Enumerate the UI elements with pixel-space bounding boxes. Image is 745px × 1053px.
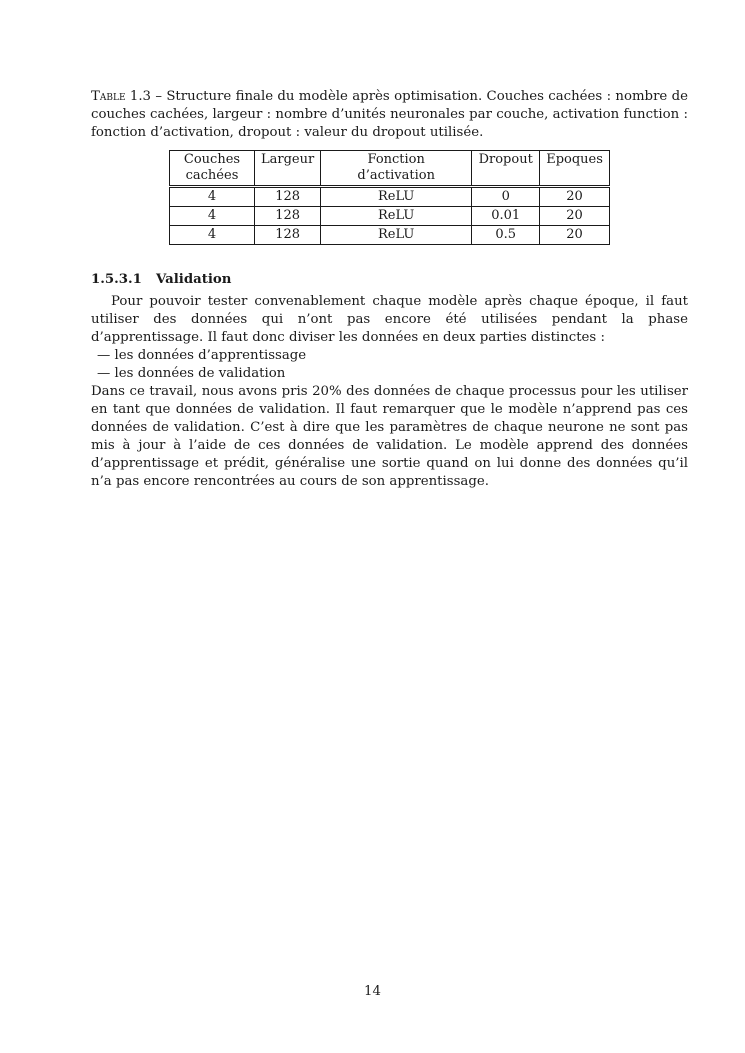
header-epoques: Epoques bbox=[540, 151, 610, 187]
cell-largeur: 128 bbox=[255, 187, 321, 207]
list-item: — les données de validation bbox=[97, 365, 688, 383]
header-largeur: Largeur bbox=[255, 151, 321, 187]
section-number: 1.5.3.1 bbox=[91, 272, 142, 287]
closing-paragraph: Dans ce travail, nous avons pris 20% des données de chaque processus pour les utiliser en tant que données de validation. Il faut remarquer que le modèle n’apprend pas ces données de validation. C’est à dire que les paramètres de chaque neurone ne sont pas mis à jour à l’aide de ces données de validation. Le modèle apprend des données d’apprentissage et prédit, généralise une sortie quand on lui donne des données qu’il n’a pas encore rencontrées au cours de son apprentissage. bbox=[91, 384, 688, 489]
cell-dropout: 0.5 bbox=[472, 226, 540, 245]
caption-text: – Structure finale du modèle après optimisation. Couches cachées : nombre de couches cachées, largeur : nombre d’unités neuronales par couche, activation function : fonction d’activation, dropout : valeur du dropout utilisée. bbox=[91, 89, 688, 140]
table-caption bbox=[91, 88, 688, 142]
cell-dropout: 0 bbox=[472, 187, 540, 207]
cell-largeur: 128 bbox=[255, 226, 321, 245]
section-heading bbox=[91, 272, 688, 287]
table-row bbox=[170, 207, 610, 226]
header-fonction-activation: Fonction d’activation bbox=[321, 151, 472, 187]
cell-epoques: 20 bbox=[540, 207, 610, 226]
cell-couches: 4 bbox=[170, 207, 255, 226]
table-row bbox=[170, 187, 610, 207]
cell-activation: ReLU bbox=[321, 207, 472, 226]
cell-couches: 4 bbox=[170, 187, 255, 207]
cell-activation: ReLU bbox=[321, 187, 472, 207]
table-row bbox=[170, 226, 610, 245]
header-couches-cachees: Couches cachées bbox=[170, 151, 255, 187]
section-title: Validation bbox=[156, 272, 232, 287]
cell-largeur: 128 bbox=[255, 207, 321, 226]
data-split-list bbox=[91, 347, 688, 383]
page-number: 14 bbox=[364, 984, 381, 999]
cell-epoques: 20 bbox=[540, 226, 610, 245]
header-dropout: Dropout bbox=[472, 151, 540, 187]
cell-dropout: 0.01 bbox=[472, 207, 540, 226]
cell-couches: 4 bbox=[170, 226, 255, 245]
intro-paragraph: Pour pouvoir tester convenablement chaque modèle après chaque époque, il faut utiliser des données qui n’ont pas encore été utilisées pendant la phase d’apprentissage. Il faut donc diviser les données en deux parties distinctes : bbox=[91, 294, 688, 345]
page-content bbox=[91, 88, 688, 491]
model-structure-table bbox=[169, 150, 610, 245]
cell-activation: ReLU bbox=[321, 226, 472, 245]
list-item: — les données d’apprentissage bbox=[97, 347, 688, 365]
table-label: Table 1.3 bbox=[91, 89, 152, 104]
cell-epoques: 20 bbox=[540, 187, 610, 207]
table-header-row bbox=[170, 151, 610, 187]
